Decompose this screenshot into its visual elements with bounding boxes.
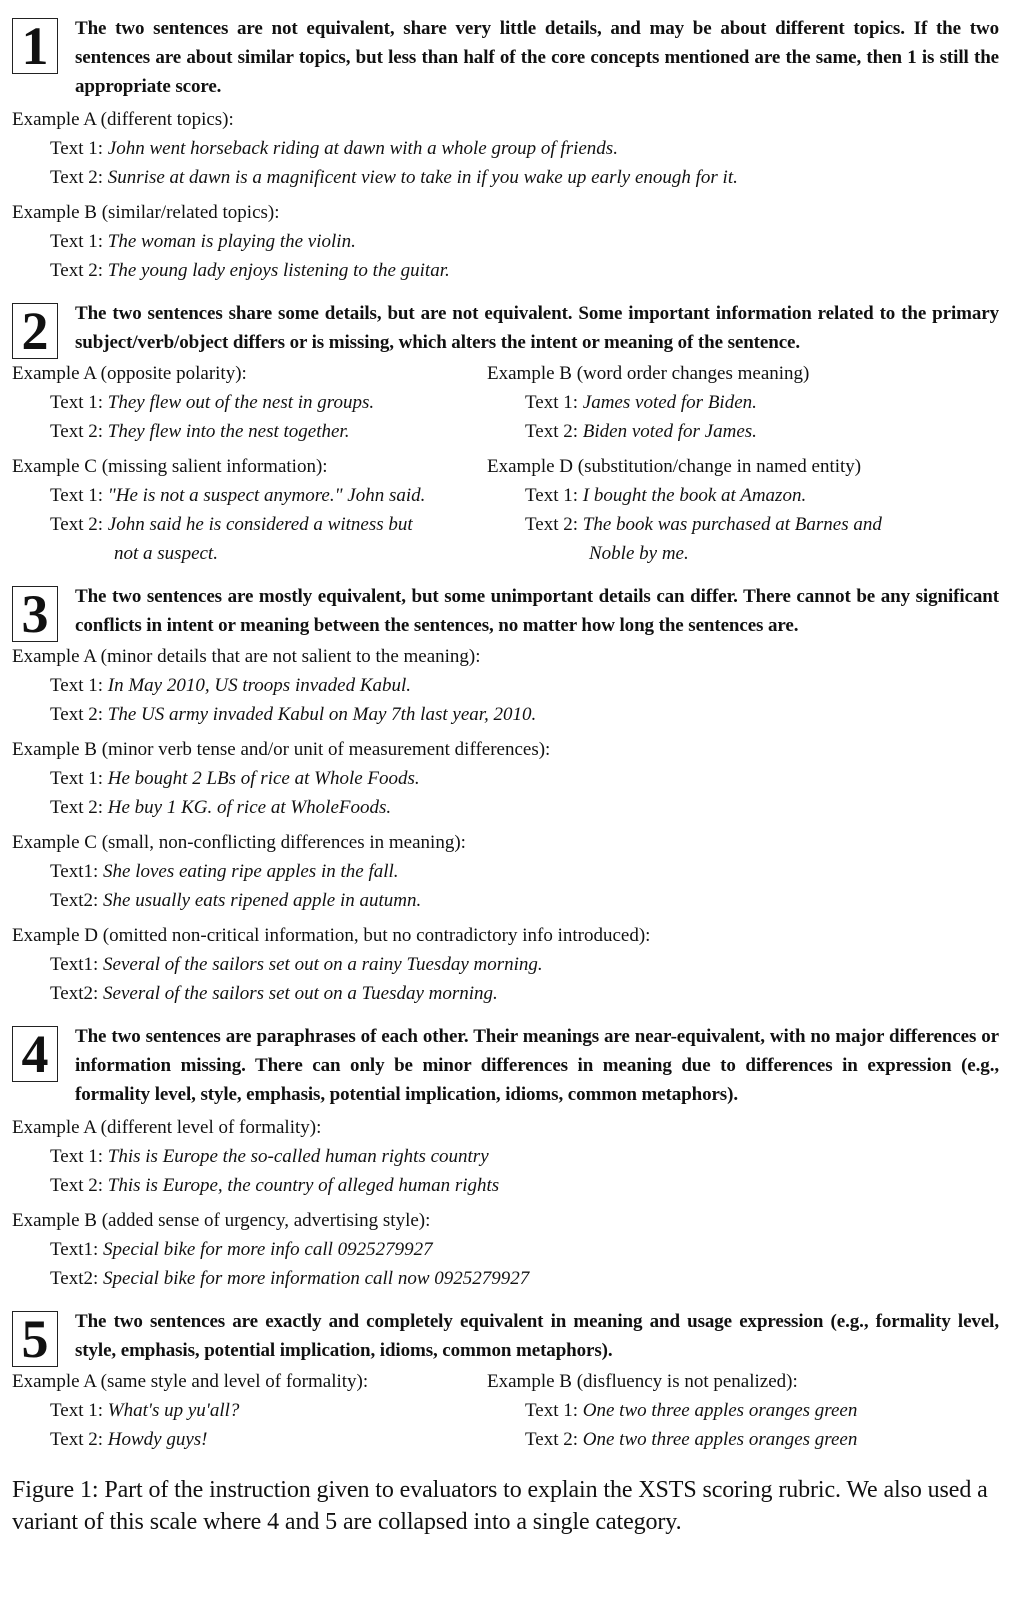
- text-1-line: [12, 1235, 999, 1264]
- score-block-2: [12, 299, 999, 568]
- example-label: Example C (missing salient information):: [12, 456, 328, 477]
- text-1-line: [12, 950, 999, 979]
- score-block-3: [12, 582, 999, 1008]
- example: [12, 735, 999, 822]
- text-sentence: "He is not a suspect anymore." John said.: [107, 485, 426, 506]
- text-sentence: Sunrise at dawn is a magnificent view to take in if you wake up early enough for it.: [107, 167, 738, 188]
- text-sentence: In May 2010, US troops invaded Kabul.: [107, 675, 412, 696]
- score-description-text: The two sentences share some details, but are not equivalent. Some important information related to the primary subject/verb/object differs or is missing, which alters the intent or meaning of the sentence.: [75, 303, 999, 353]
- text-label: Text 2:: [50, 704, 104, 725]
- text-1-line: [12, 1396, 487, 1425]
- text-2-line: [12, 163, 999, 192]
- text-sentence: One two three apples oranges green: [582, 1400, 858, 1421]
- example-label: Example B (word order changes meaning): [487, 363, 810, 384]
- text-label: Text1:: [50, 861, 99, 882]
- example-label: Example D (omitted non-critical information, but no contradictory info introduced):: [12, 925, 651, 946]
- text-1-line: [487, 481, 999, 510]
- example: [487, 359, 999, 446]
- text-sentence: Several of the sailors set out on a rainy Tuesday morning.: [103, 954, 543, 975]
- text-1-line: [487, 388, 999, 417]
- text-sentence: Biden voted for James.: [582, 421, 757, 442]
- score-description-text: The two sentences are not equivalent, share very little details, and may be about different topics. If the two sentences are about similar topics, but less than half of the core concepts mentioned are the same, then 1 is still the appropriate score.: [75, 18, 999, 97]
- text-label: Text 1:: [50, 485, 104, 506]
- text-2-line: [12, 793, 999, 822]
- text-sentence: Several of the sailors set out on a Tuesday morning.: [103, 983, 498, 1004]
- text-label: Text 1:: [525, 392, 579, 413]
- text-label: Text 1:: [50, 675, 104, 696]
- text-1-line: [12, 671, 999, 700]
- example: [12, 642, 999, 729]
- text-2-line: [12, 510, 487, 539]
- text-label: Text1:: [50, 954, 99, 975]
- text-2-continuation: not a suspect.: [114, 543, 218, 564]
- text-label: Text 1:: [50, 231, 104, 252]
- example: [487, 1367, 999, 1454]
- example: [12, 921, 999, 1008]
- example-label: Example A (different topics):: [12, 109, 234, 130]
- score-block-1: [12, 14, 999, 285]
- text-label: Text 1:: [50, 138, 104, 159]
- text-label: Text 2:: [50, 797, 104, 818]
- text-sentence: John said he is considered a witness but: [107, 514, 413, 535]
- example: [12, 452, 487, 568]
- text-label: Text 2:: [50, 167, 104, 188]
- example-label: Example B (disfluency is not penalized):: [487, 1371, 798, 1392]
- text-label: Text 1:: [50, 768, 104, 789]
- score-description-text: The two sentences are mostly equivalent, but some unimportant details can differ. There cannot be any significant conflicts in intent or meaning between the sentences, no matter how long the sentences are.: [75, 586, 999, 636]
- text-label: Text 1:: [50, 392, 104, 413]
- example-label: Example A (different level of formality):: [12, 1117, 322, 1138]
- text-label: Text 2:: [50, 1429, 104, 1450]
- example-label: Example D (substitution/change in named entity): [487, 456, 862, 477]
- text-sentence: Special bike for more info call 0925279927: [103, 1239, 433, 1260]
- score-number-box: 3: [12, 586, 58, 642]
- score-description-text: The two sentences are exactly and completely equivalent in meaning and usage expression (e.g., formality level, style, emphasis, potential implication, idioms, common metaphors).: [75, 1311, 999, 1361]
- score-number-box: 4: [12, 1026, 58, 1082]
- text-label: Text1:: [50, 1239, 99, 1260]
- text-label: Text 2:: [525, 514, 579, 535]
- text-2-line: [487, 1425, 999, 1454]
- score-description-text: The two sentences are paraphrases of each other. Their meanings are near-equivalent, with no major differences or information missing. There can only be minor differences in meaning due to differences in expression (e.g., formality level, style, emphasis, potential implication, idioms, common metaphors).: [75, 1026, 999, 1105]
- text-2-line: [12, 700, 999, 729]
- text-sentence: What's up yu'all?: [107, 1400, 240, 1421]
- example: [487, 452, 999, 568]
- example-label: Example C (small, non-conflicting differences in meaning):: [12, 832, 466, 853]
- text-label: Text 1:: [525, 485, 579, 506]
- example-label: Example A (minor details that are not salient to the meaning):: [12, 646, 481, 667]
- text-sentence: They flew out of the nest in groups.: [107, 392, 375, 413]
- text-label: Text 2:: [525, 1429, 579, 1450]
- example-label: Example B (similar/related topics):: [12, 202, 280, 223]
- example: [12, 198, 999, 285]
- text-sentence: The book was purchased at Barnes and: [582, 514, 882, 535]
- text-label: Text 1:: [50, 1146, 104, 1167]
- text-label: Text 2:: [50, 421, 104, 442]
- text-2-line: [12, 886, 999, 915]
- text-label: Text 1:: [525, 1400, 579, 1421]
- text-1-line: [12, 764, 999, 793]
- score-number-box: 5: [12, 1311, 58, 1367]
- score-description: [12, 14, 999, 101]
- text-sentence: James voted for Biden.: [582, 392, 757, 413]
- text-sentence: This is Europe, the country of alleged human rights: [107, 1175, 500, 1196]
- example: [12, 359, 487, 446]
- text-sentence: The US army invaded Kabul on May 7th last year, 2010.: [107, 704, 537, 725]
- text-sentence: The woman is playing the violin.: [107, 231, 356, 252]
- score-description: [12, 1307, 999, 1369]
- text-sentence: They flew into the nest together.: [107, 421, 350, 442]
- text-1-line: [12, 227, 999, 256]
- text-1-line: [487, 1396, 999, 1425]
- text-label: Text 2:: [50, 514, 104, 535]
- text-2-line: [12, 1264, 999, 1293]
- text-label: Text 2:: [525, 421, 579, 442]
- text-label: Text 1:: [50, 1400, 104, 1421]
- score-block-4: [12, 1022, 999, 1293]
- figure-caption: Figure 1: Part of the instruction given to evaluators to explain the XSTS scoring rubric. We also used a variant of this scale where 4 and 5 are collapsed into a single category.: [12, 1477, 988, 1535]
- text-sentence: One two three apples oranges green: [582, 1429, 858, 1450]
- text-label: Text 2:: [50, 260, 104, 281]
- example: [12, 1367, 487, 1454]
- example: [12, 105, 999, 192]
- score-description: [12, 299, 999, 361]
- score-description: [12, 1022, 999, 1109]
- text-sentence: Howdy guys!: [107, 1429, 208, 1450]
- text-1-line: [12, 481, 487, 510]
- text-sentence: He buy 1 KG. of rice at WholeFoods.: [107, 797, 392, 818]
- text-sentence: I bought the book at Amazon.: [582, 485, 807, 506]
- score-number-box: 2: [12, 303, 58, 359]
- text-label: Text 2:: [50, 1175, 104, 1196]
- score-description: [12, 582, 999, 644]
- example: [12, 1113, 999, 1200]
- text-1-line: [12, 134, 999, 163]
- text-1-line: [12, 388, 487, 417]
- example-label: Example A (opposite polarity):: [12, 363, 247, 384]
- text-label: Text2:: [50, 983, 99, 1004]
- example-label: Example B (added sense of urgency, advertising style):: [12, 1210, 431, 1231]
- text-2-line: [12, 1425, 487, 1454]
- text-2-line: [12, 256, 999, 285]
- text-2-continuation: Noble by me.: [589, 543, 689, 564]
- text-sentence: He bought 2 LBs of rice at Whole Foods.: [107, 768, 420, 789]
- text-label: Text2:: [50, 890, 99, 911]
- text-2-line: [12, 417, 487, 446]
- example: [12, 1206, 999, 1293]
- text-label: Text2:: [50, 1268, 99, 1289]
- text-2-line: [12, 1171, 999, 1200]
- text-sentence: She loves eating ripe apples in the fall.: [103, 861, 399, 882]
- example-label: Example B (minor verb tense and/or unit of measurement differences):: [12, 739, 551, 760]
- text-sentence: Special bike for more information call now 0925279927: [103, 1268, 530, 1289]
- text-1-line: [12, 1142, 999, 1171]
- text-sentence: She usually eats ripened apple in autumn.: [103, 890, 422, 911]
- example: [12, 828, 999, 915]
- score-block-5: [12, 1307, 999, 1454]
- text-2-line: [487, 510, 999, 539]
- text-2-line: [12, 979, 999, 1008]
- score-number-box: 1: [12, 18, 58, 74]
- text-1-line: [12, 857, 999, 886]
- text-sentence: This is Europe the so-called human rights country: [107, 1146, 489, 1167]
- text-sentence: The young lady enjoys listening to the guitar.: [107, 260, 450, 281]
- text-sentence: John went horseback riding at dawn with a whole group of friends.: [107, 138, 618, 159]
- example-label: Example A (same style and level of formality):: [12, 1371, 369, 1392]
- text-2-line: [487, 417, 999, 446]
- xsts-rubric-figure: [12, 14, 999, 1538]
